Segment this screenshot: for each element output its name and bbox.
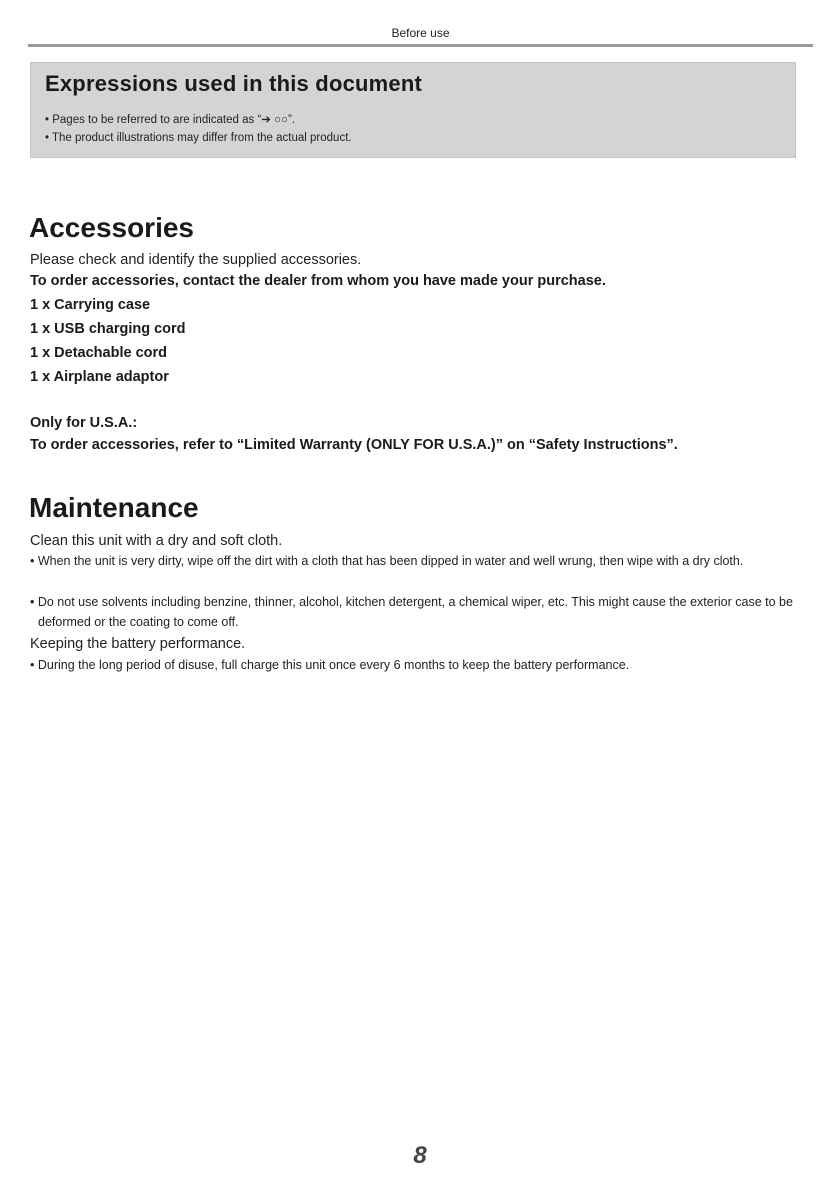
expressions-item: • Pages to be referred to are indicated as “➔ ○○”. bbox=[45, 111, 795, 129]
expressions-box bbox=[30, 62, 796, 158]
accessory-item: 1 x Detachable cord bbox=[30, 345, 167, 361]
clean-bullet: • When the unit is very dirty, wipe off the dirt with a cloth that has been dipped in water and well wrung, then wipe with a dry cloth. bbox=[30, 551, 812, 571]
clean-intro: Clean this unit with a dry and soft cloth. bbox=[30, 533, 283, 549]
battery-bullet: • During the long period of disuse, full charge this unit once every 6 months to keep the battery performance. bbox=[30, 655, 812, 675]
accessory-item: 1 x Carrying case bbox=[30, 297, 151, 313]
usa-label: Only for U.S.A.: bbox=[30, 415, 138, 431]
page-number: 8 bbox=[413, 1142, 427, 1169]
expressions-list bbox=[45, 111, 795, 147]
clean-bullet: • Do not use solvents including benzine, thinner, alcohol, kitchen detergent, a chemical wiper, etc. This might cause the exterior case to be deformed or the coating to come off. bbox=[30, 592, 812, 632]
running-header: Before use bbox=[391, 26, 450, 40]
expressions-item: • The product illustrations may differ from the actual product. bbox=[45, 129, 795, 147]
accessory-item: 1 x Airplane adaptor bbox=[30, 369, 169, 385]
accessories-intro: Please check and identify the supplied accessories. bbox=[30, 252, 362, 268]
accessory-item: 1 x USB charging cord bbox=[30, 321, 186, 337]
battery-intro: Keeping the battery performance. bbox=[30, 636, 246, 652]
accessories-order-note: To order accessories, contact the dealer from whom you have made your purchase. bbox=[30, 273, 606, 289]
usa-order-note: To order accessories, refer to “Limited Warranty (ONLY FOR U.S.A.)” on “Safety Instructions”. bbox=[30, 437, 678, 453]
header-rule bbox=[28, 44, 813, 47]
expressions-title: Expressions used in this document bbox=[45, 71, 423, 96]
maintenance-heading: Maintenance bbox=[29, 492, 199, 523]
accessories-heading: Accessories bbox=[29, 212, 195, 243]
